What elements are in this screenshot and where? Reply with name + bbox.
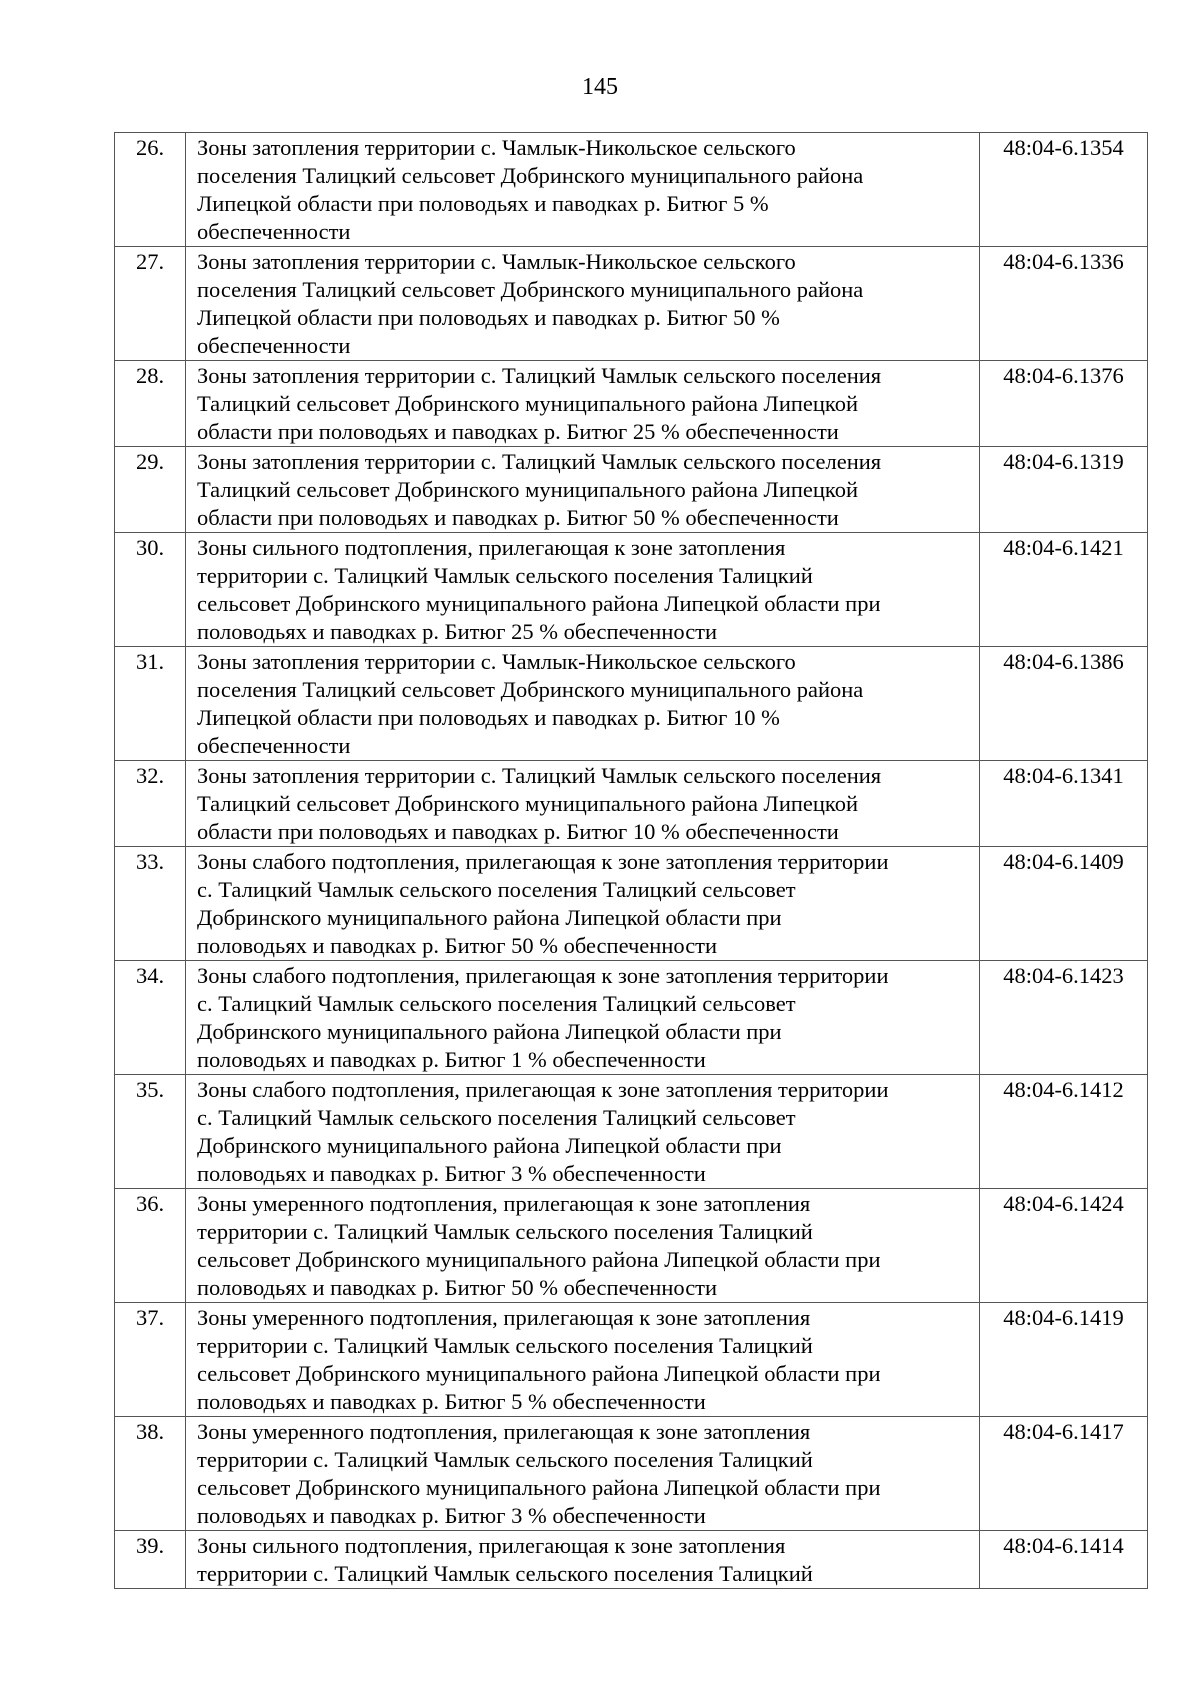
page-number: 145 xyxy=(582,74,618,100)
registry-code: 48:04-6.1319 xyxy=(980,447,1148,533)
row-number: 35. xyxy=(115,1075,186,1189)
description-line: территории с. Талицкий Чамлык сельского поселения Талицкий xyxy=(197,1561,813,1586)
registry-code: 48:04-6.1386 xyxy=(980,647,1148,761)
description-line: Добринского муниципального района Липецкой области при xyxy=(197,905,782,930)
description-line: Зоны затопления территории с. Чамлык-Никольское сельского xyxy=(197,135,796,160)
description-line: поселения Талицкий сельсовет Добринского муниципального района xyxy=(197,277,864,302)
table-row xyxy=(115,133,1148,247)
description-line: с. Талицкий Чамлык сельского поселения Талицкий сельсовет xyxy=(197,877,796,902)
table-row xyxy=(115,647,1148,761)
registry-code: 48:04-6.1414 xyxy=(980,1531,1148,1589)
row-number: 32. xyxy=(115,761,186,847)
description-line: половодьях и паводках р. Битюг 3 % обеспеченности xyxy=(197,1503,706,1528)
zone-description xyxy=(186,961,980,1075)
zone-description xyxy=(186,361,980,447)
row-number: 29. xyxy=(115,447,186,533)
description-line: половодьях и паводках р. Битюг 50 % обеспеченности xyxy=(197,933,718,958)
description-line: половодьях и паводках р. Битюг 5 % обеспеченности xyxy=(197,1389,706,1414)
table-row xyxy=(115,447,1148,533)
description-line: половодьях и паводках р. Битюг 1 % обеспеченности xyxy=(197,1047,706,1072)
registry-code: 48:04-6.1412 xyxy=(980,1075,1148,1189)
zone-description xyxy=(186,247,980,361)
description-line: с. Талицкий Чамлык сельского поселения Талицкий сельсовет xyxy=(197,1105,796,1130)
registry-code: 48:04-6.1376 xyxy=(980,361,1148,447)
description-line: Талицкий сельсовет Добринского муниципального района Липецкой xyxy=(197,391,859,416)
zones-table-body xyxy=(115,133,1148,1589)
table-row xyxy=(115,961,1148,1075)
description-line: обеспеченности xyxy=(197,333,351,358)
description-line: Зоны затопления территории с. Талицкий Чамлык сельского поселения xyxy=(197,449,882,474)
registry-code: 48:04-6.1336 xyxy=(980,247,1148,361)
row-number: 36. xyxy=(115,1189,186,1303)
description-line: сельсовет Добринского муниципального района Липецкой области при xyxy=(197,591,881,616)
table-row xyxy=(115,247,1148,361)
row-number: 28. xyxy=(115,361,186,447)
description-line: территории с. Талицкий Чамлык сельского поселения Талицкий xyxy=(197,563,813,588)
zone-description xyxy=(186,1189,980,1303)
description-line: Талицкий сельсовет Добринского муниципального района Липецкой xyxy=(197,791,859,816)
description-line: территории с. Талицкий Чамлык сельского поселения Талицкий xyxy=(197,1447,813,1472)
table-row xyxy=(115,1303,1148,1417)
description-line: обеспеченности xyxy=(197,733,351,758)
row-number: 31. xyxy=(115,647,186,761)
description-line: Зоны сильного подтопления, прилегающая к зоне затопления xyxy=(197,1533,786,1558)
zones-table xyxy=(114,132,1148,1589)
description-line: Зоны умеренного подтопления, прилегающая к зоне затопления xyxy=(197,1305,811,1330)
zone-description xyxy=(186,447,980,533)
row-number: 34. xyxy=(115,961,186,1075)
registry-code: 48:04-6.1421 xyxy=(980,533,1148,647)
zone-description xyxy=(186,847,980,961)
table-row xyxy=(115,847,1148,961)
row-number: 38. xyxy=(115,1417,186,1531)
table-row xyxy=(115,533,1148,647)
description-line: сельсовет Добринского муниципального района Липецкой области при xyxy=(197,1475,881,1500)
registry-code: 48:04-6.1424 xyxy=(980,1189,1148,1303)
description-line: Липецкой области при половодьях и паводках р. Битюг 5 % xyxy=(197,191,769,216)
row-number: 30. xyxy=(115,533,186,647)
description-line: области при половодьях и паводках р. Битюг 25 % обеспеченности xyxy=(197,419,839,444)
description-line: территории с. Талицкий Чамлык сельского поселения Талицкий xyxy=(197,1333,813,1358)
description-line: Зоны слабого подтопления, прилегающая к зоне затопления территории xyxy=(197,963,889,988)
description-line: Зоны затопления территории с. Талицкий Чамлык сельского поселения xyxy=(197,763,882,788)
description-line: Липецкой области при половодьях и паводках р. Битюг 10 % xyxy=(197,705,780,730)
zone-description xyxy=(186,647,980,761)
row-number: 37. xyxy=(115,1303,186,1417)
zone-description xyxy=(186,133,980,247)
description-line: Зоны слабого подтопления, прилегающая к зоне затопления территории xyxy=(197,849,889,874)
zone-description xyxy=(186,1075,980,1189)
description-line: области при половодьях и паводках р. Битюг 50 % обеспеченности xyxy=(197,505,839,530)
registry-code: 48:04-6.1341 xyxy=(980,761,1148,847)
description-line: Зоны затопления территории с. Чамлык-Никольское сельского xyxy=(197,649,796,674)
description-line: поселения Талицкий сельсовет Добринского муниципального района xyxy=(197,677,864,702)
table-row xyxy=(115,1189,1148,1303)
description-line: сельсовет Добринского муниципального района Липецкой области при xyxy=(197,1361,881,1386)
description-line: сельсовет Добринского муниципального района Липецкой области при xyxy=(197,1247,881,1272)
description-line: Зоны сильного подтопления, прилегающая к зоне затопления xyxy=(197,535,786,560)
description-line: половодьях и паводках р. Битюг 50 % обеспеченности xyxy=(197,1275,718,1300)
description-line: Добринского муниципального района Липецкой области при xyxy=(197,1133,782,1158)
description-line: половодьях и паводках р. Битюг 25 % обеспеченности xyxy=(197,619,718,644)
registry-code: 48:04-6.1419 xyxy=(980,1303,1148,1417)
description-line: территории с. Талицкий Чамлык сельского поселения Талицкий xyxy=(197,1219,813,1244)
table-row xyxy=(115,761,1148,847)
zone-description xyxy=(186,533,980,647)
description-line: области при половодьях и паводках р. Битюг 10 % обеспеченности xyxy=(197,819,839,844)
table-row xyxy=(115,1531,1148,1589)
description-line: Липецкой области при половодьях и паводках р. Битюг 50 % xyxy=(197,305,780,330)
zone-description xyxy=(186,1417,980,1531)
row-number: 33. xyxy=(115,847,186,961)
row-number: 39. xyxy=(115,1531,186,1589)
table-row xyxy=(115,1417,1148,1531)
table-row xyxy=(115,361,1148,447)
registry-code: 48:04-6.1417 xyxy=(980,1417,1148,1531)
row-number: 26. xyxy=(115,133,186,247)
description-line: с. Талицкий Чамлык сельского поселения Талицкий сельсовет xyxy=(197,991,796,1016)
registry-code: 48:04-6.1423 xyxy=(980,961,1148,1075)
description-line: Зоны слабого подтопления, прилегающая к зоне затопления территории xyxy=(197,1077,889,1102)
description-line: половодьях и паводках р. Битюг 3 % обеспеченности xyxy=(197,1161,706,1186)
description-line: Добринского муниципального района Липецкой области при xyxy=(197,1019,782,1044)
description-line: Зоны затопления территории с. Чамлык-Никольское сельского xyxy=(197,249,796,274)
description-line: Зоны умеренного подтопления, прилегающая к зоне затопления xyxy=(197,1419,811,1444)
registry-code: 48:04-6.1354 xyxy=(980,133,1148,247)
zone-description xyxy=(186,1531,980,1589)
row-number: 27. xyxy=(115,247,186,361)
table-row xyxy=(115,1075,1148,1189)
registry-code: 48:04-6.1409 xyxy=(980,847,1148,961)
description-line: Талицкий сельсовет Добринского муниципального района Липецкой xyxy=(197,477,859,502)
description-line: обеспеченности xyxy=(197,219,351,244)
description-line: Зоны затопления территории с. Талицкий Чамлык сельского поселения xyxy=(197,363,882,388)
description-line: Зоны умеренного подтопления, прилегающая к зоне затопления xyxy=(197,1191,811,1216)
zone-description xyxy=(186,761,980,847)
description-line: поселения Талицкий сельсовет Добринского муниципального района xyxy=(197,163,864,188)
zone-description xyxy=(186,1303,980,1417)
